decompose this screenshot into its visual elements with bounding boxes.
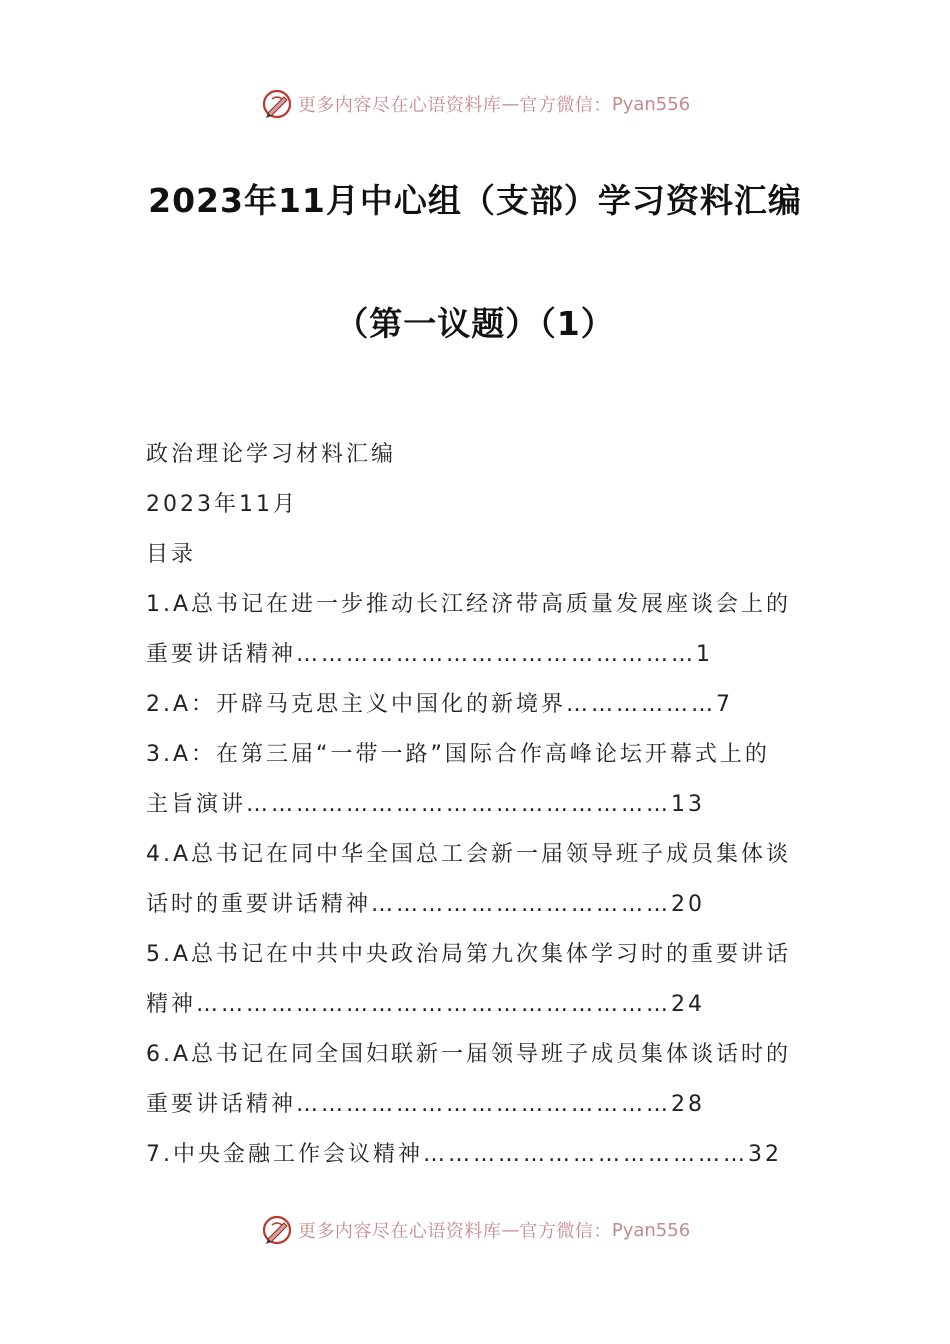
- toc-line: 主旨演讲……………………………………………13: [146, 792, 705, 817]
- watermark-wechat-id: Pyan556: [611, 1219, 691, 1241]
- toc-label: 目录: [146, 542, 197, 567]
- document-title: 2023年11月中心组（支部）学习资料汇编: [148, 181, 802, 220]
- toc-line: 5.A总书记在中共中央政治局第九次集体学习时的重要讲话: [146, 942, 792, 967]
- document-date: 2023年11月: [146, 492, 298, 517]
- watermark-separator: —: [501, 93, 520, 115]
- watermark-wechat-id: Pyan556: [611, 93, 691, 115]
- watermark-footer: [0, 1210, 950, 1250]
- watermark-official: 官方微信：: [519, 95, 612, 116]
- watermark-brand: 更多内容尽在心语资料库: [297, 1221, 502, 1242]
- toc-line: 重要讲话精神………………………………………28: [146, 1092, 705, 1117]
- watermark-brand: 更多内容尽在心语资料库: [297, 95, 502, 116]
- toc-line: 精神…………………………………………………24: [146, 992, 705, 1017]
- toc-line: 4.A总书记在同中华全国总工会新一届领导班子成员集体谈: [146, 842, 792, 867]
- materials-heading: 政治理论学习材料汇编: [146, 442, 397, 467]
- watermark-header: [0, 84, 950, 124]
- toc-line: 1.A总书记在进一步推动长江经济带高质量发展座谈会上的: [146, 592, 792, 617]
- toc-line: 7.中央金融工作会议精神…………………………………32: [146, 1142, 782, 1167]
- toc-line: 3.A：在第三届“一带一路”国际合作高峰论坛开幕式上的: [146, 742, 770, 767]
- toc-line: 重要讲话精神…………………………………………1: [146, 642, 713, 667]
- toc-line: 6.A总书记在同全国妇联新一届领导班子成员集体谈话时的: [146, 1042, 792, 1067]
- pen-logo-icon: [260, 87, 294, 121]
- watermark-official: 官方微信：: [519, 1221, 612, 1242]
- watermark-separator: —: [501, 1219, 520, 1241]
- toc-line: 2.A：开辟马克思主义中国化的新境界………………7: [146, 692, 734, 717]
- document-subtitle: （第一议题）（1）: [335, 304, 615, 343]
- toc-line: 话时的重要讲话精神………………………………20: [146, 892, 705, 917]
- pen-logo-icon: [260, 1213, 294, 1247]
